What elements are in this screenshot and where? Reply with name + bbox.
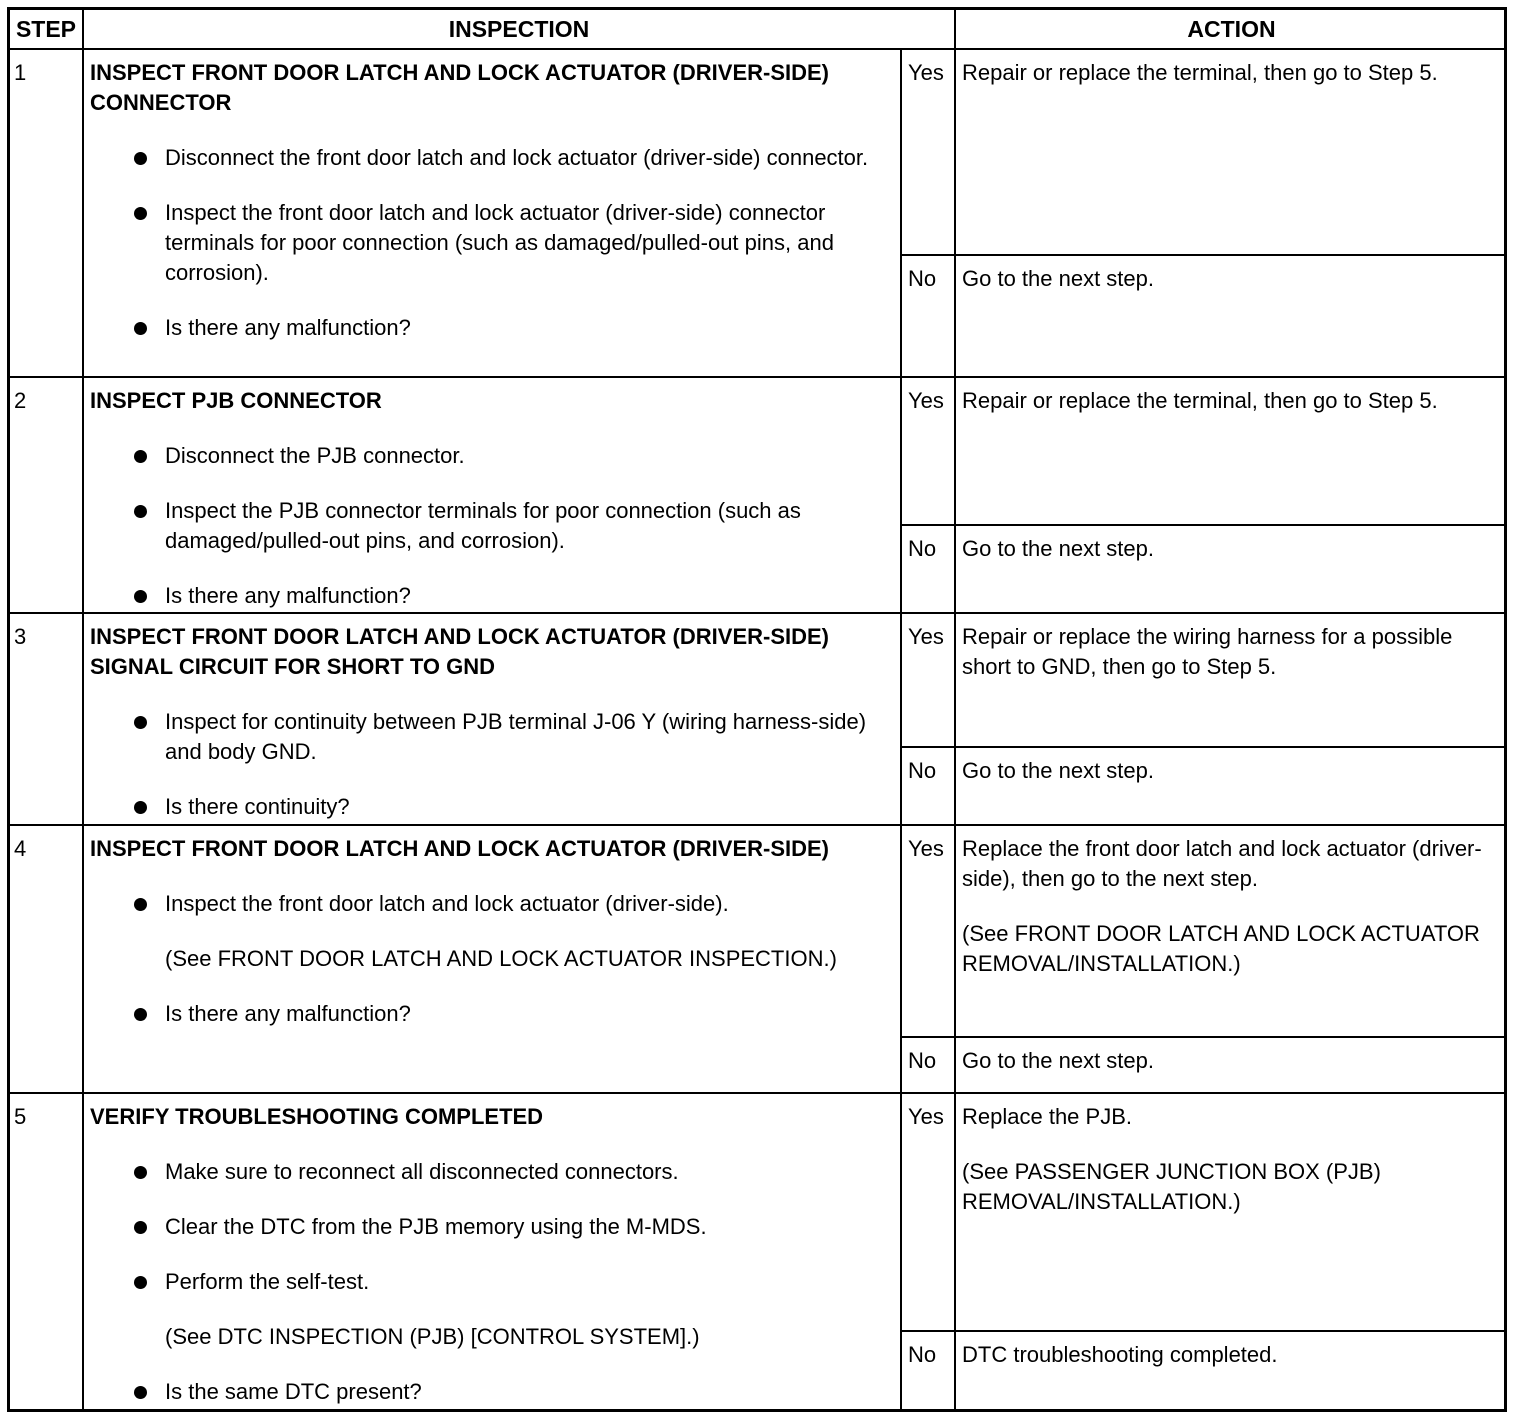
- yes-label: Yes: [908, 388, 944, 413]
- yes-label: Yes: [908, 60, 944, 85]
- yes-no-divider: [900, 1036, 1507, 1038]
- bullet-icon: [134, 1008, 147, 1021]
- header-divider: [10, 48, 1504, 50]
- no-action: DTC troubleshooting completed.: [962, 1342, 1278, 1367]
- bullet-icon: [134, 1221, 147, 1234]
- bullet-icon: [134, 898, 147, 911]
- bullet-item: Disconnect the front door latch and lock actuator (driver-side) connector.: [90, 143, 895, 173]
- bullet-icon: [134, 1166, 147, 1179]
- step-1-inspection: [90, 58, 895, 343]
- reference-note: (See FRONT DOOR LATCH AND LOCK ACTUATOR REMOVAL/INSTALLATION.): [962, 921, 1480, 976]
- yes-action-block: [962, 834, 1502, 979]
- step-title: INSPECT FRONT DOOR LATCH AND LOCK ACTUATOR (DRIVER-SIDE) CONNECTOR: [90, 60, 830, 115]
- yes-action-block: [962, 1102, 1502, 1217]
- no-action: Go to the next step.: [962, 1048, 1155, 1073]
- reference-note: (See FRONT DOOR LATCH AND LOCK ACTUATOR INSPECTION.): [165, 946, 837, 971]
- step-number: 5: [14, 1104, 27, 1129]
- bullet-icon: [134, 152, 147, 165]
- header-inspection: INSPECTION: [448, 16, 590, 42]
- step-number: 3: [14, 624, 27, 649]
- yes-label: Yes: [908, 624, 944, 649]
- no-label: No: [908, 266, 937, 291]
- row-divider: [10, 612, 1504, 614]
- row-divider: [10, 824, 1504, 826]
- bullet-item: Is the same DTC present?: [90, 1377, 895, 1407]
- bullet-icon: [134, 207, 147, 220]
- step-number: 2: [14, 388, 27, 413]
- no-action: Go to the next step.: [962, 758, 1155, 783]
- row-divider: [10, 1092, 1504, 1094]
- bullet-item: Inspect the PJB connector terminals for poor connection (such as damaged/pulled-out pins, and corrosion).: [90, 496, 895, 556]
- bullet-item: Inspect the front door latch and lock actuator (driver-side) connector terminals for poor connection (such as damaged/pulled-out pins, and corrosion).: [90, 198, 895, 288]
- no-action: Go to the next step.: [962, 266, 1155, 291]
- yes-action: Repair or replace the terminal, then go to Step 5.: [962, 60, 1438, 85]
- bullet-icon: [134, 801, 147, 814]
- bullet-item: Perform the self-test.: [90, 1267, 895, 1297]
- yes-action: Repair or replace the wiring harness for a possible short to GND, then go to Step 5.: [962, 624, 1453, 679]
- step-title: VERIFY TROUBLESHOOTING COMPLETED: [90, 1104, 544, 1129]
- bullet-item: Clear the DTC from the PJB memory using the M-MDS.: [90, 1212, 895, 1242]
- bullet-item: Is there any malfunction?: [90, 313, 895, 343]
- step-4-inspection: [90, 834, 895, 1029]
- column-divider: [954, 10, 956, 1409]
- bullet-item: Inspect for continuity between PJB terminal J-06 Y (wiring harness-side) and body GND.: [90, 707, 895, 767]
- bullet-icon: [134, 716, 147, 729]
- no-label: No: [908, 758, 937, 783]
- no-label: No: [908, 1342, 937, 1367]
- no-label: No: [908, 1048, 937, 1073]
- yes-label: Yes: [908, 1104, 944, 1129]
- bullet-item: Is there any malfunction?: [90, 999, 895, 1029]
- bullet-item: Disconnect the PJB connector.: [90, 441, 895, 471]
- step-number: 1: [14, 60, 27, 85]
- bullet-item: Inspect the front door latch and lock actuator (driver-side).: [90, 889, 895, 919]
- bullet-icon: [134, 322, 147, 335]
- yes-no-divider: [900, 746, 1507, 748]
- yes-no-divider: [900, 1330, 1507, 1332]
- no-label: No: [908, 536, 937, 561]
- yes-action: Repair or replace the terminal, then go to Step 5.: [962, 388, 1438, 413]
- reference-note: (See PASSENGER JUNCTION BOX (PJB) REMOVAL/INSTALLATION.): [962, 1159, 1381, 1214]
- yes-no-divider: [900, 524, 1507, 526]
- bullet-item: Make sure to reconnect all disconnected connectors.: [90, 1157, 895, 1187]
- bullet-icon: [134, 505, 147, 518]
- step-title: INSPECT FRONT DOOR LATCH AND LOCK ACTUATOR (DRIVER-SIDE) SIGNAL CIRCUIT FOR SHORT TO GND: [90, 624, 830, 679]
- bullet-icon: [134, 1276, 147, 1289]
- bullet-item: Is there continuity?: [90, 792, 895, 822]
- row-divider: [10, 376, 1504, 378]
- step-title: INSPECT PJB CONNECTOR: [90, 388, 382, 413]
- step-title: INSPECT FRONT DOOR LATCH AND LOCK ACTUATOR (DRIVER-SIDE): [90, 836, 830, 861]
- yes-no-divider: [900, 254, 1507, 256]
- step-number: 4: [14, 836, 27, 861]
- yes-action: Replace the PJB.: [962, 1104, 1132, 1129]
- header-step: STEP: [15, 16, 77, 42]
- step-3-inspection: [90, 622, 895, 822]
- yes-action: Replace the front door latch and lock actuator (driver-side), then go to the next step.: [962, 836, 1482, 891]
- header-action: ACTION: [1187, 16, 1276, 42]
- column-divider: [82, 10, 84, 1409]
- reference-note: (See DTC INSPECTION (PJB) [CONTROL SYSTEM].): [165, 1324, 700, 1349]
- bullet-icon: [134, 590, 147, 603]
- troubleshooting-table: [7, 7, 1507, 1412]
- bullet-item: Is there any malfunction?: [90, 581, 895, 611]
- bullet-icon: [134, 1386, 147, 1399]
- no-action: Go to the next step.: [962, 536, 1155, 561]
- yes-label: Yes: [908, 836, 944, 861]
- step-2-inspection: [90, 386, 895, 611]
- step-5-inspection: [90, 1102, 895, 1407]
- bullet-icon: [134, 450, 147, 463]
